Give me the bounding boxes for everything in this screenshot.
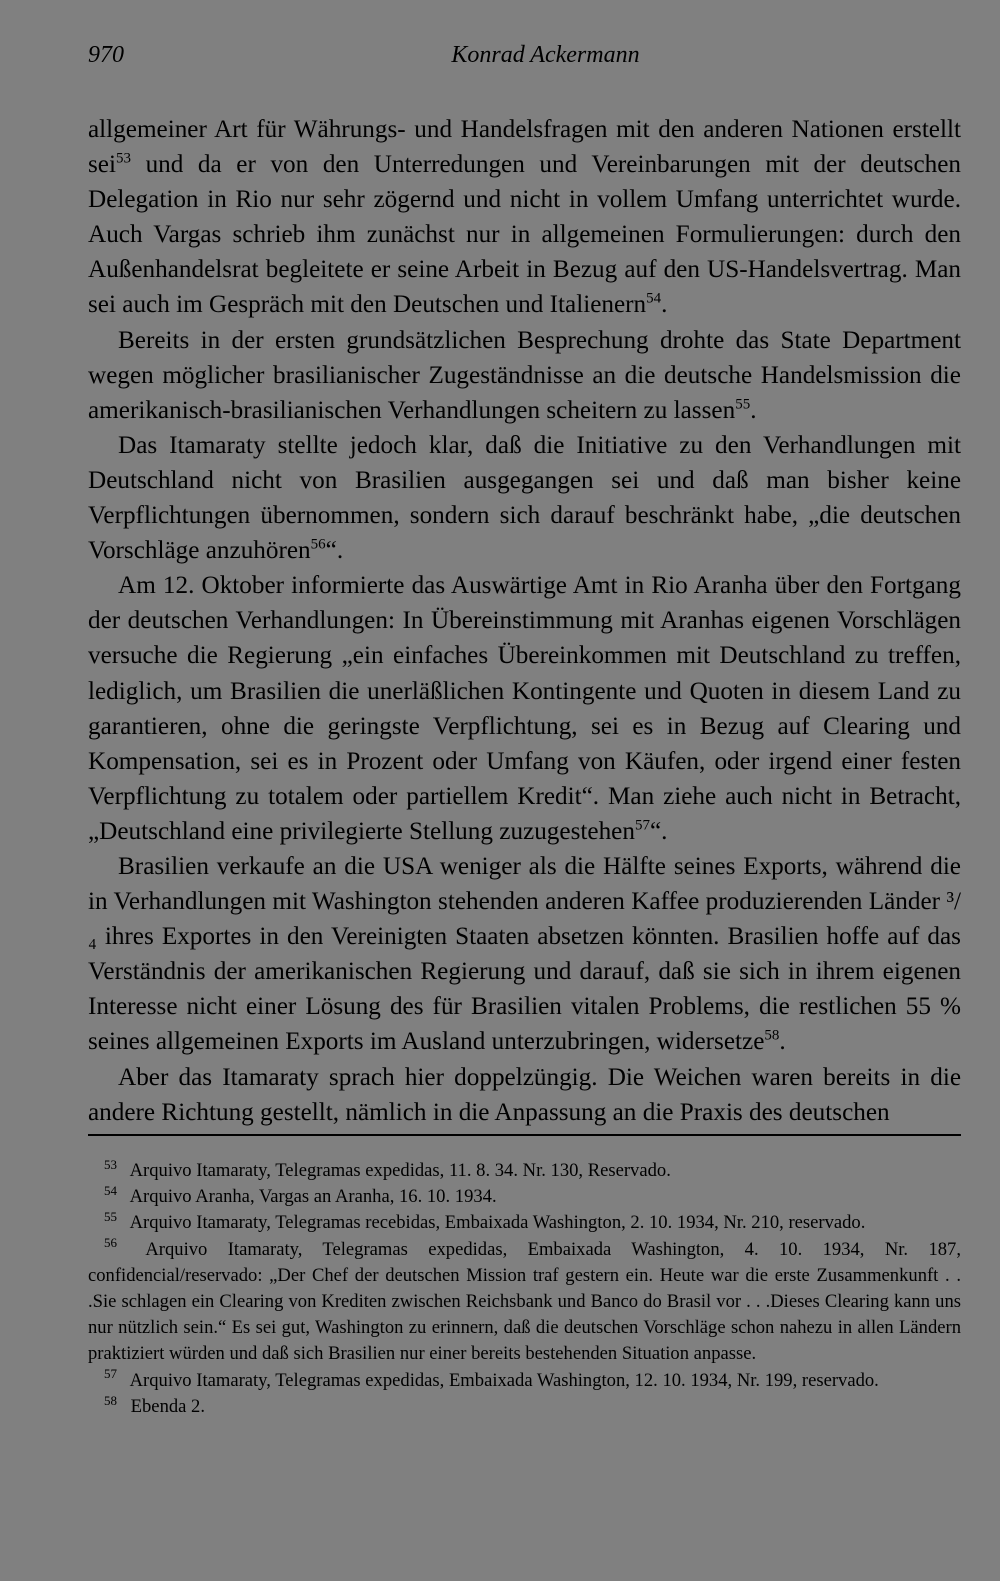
paragraph-text: “. [325, 537, 344, 565]
footnote-text: Arquivo Aranha, Vargas an Aranha, 16. 10. 1934. [129, 1186, 497, 1208]
paragraph-1 [88, 112, 961, 323]
footnote-text: Ebenda 2. [130, 1395, 206, 1417]
footnote-text: Arquivo Itamaraty, Telegramas expedidas, 11. 8. 34. Nr. 130, Reservado. [129, 1160, 671, 1181]
footnote-text: Arquivo Itamaraty, Telegramas recebidas, Embaixada Washington, 2. 10. 1934, Nr. 210, reservado. [129, 1212, 866, 1234]
running-head: Konrad Ackermann [451, 42, 640, 68]
paragraph-text: Aber das Itamaraty sprach hier doppelzüngig. Die Weichen waren bereits in die andere Richtung gestellt, nämlich in die Anpassung an die Praxis des deutschen [88, 1063, 961, 1126]
footnote-57: 57 Arquivo Itamaraty, Telegramas expedidas, Embaixada Washington, 12. 10. 1934, Nr. 199, reservado. [104, 1366, 879, 1391]
page-number: 970 [88, 42, 124, 68]
footnote-54: 54 Arquivo Aranha, Vargas an Aranha, 16. 10. 1934. [104, 1183, 497, 1208]
paragraph-text: Am 12. Oktober informierte das Auswärtige Amt in Rio Aranha über den Fortgang der deutschen Verhandlungen: In Übereinstimmung mit Aranhas eigenen Vorschlägen versuche die Regierung „ein einfaches Übereinkommen mit Deutschland zu treffen, lediglich, um Brasilien die unerläßlichen Kontingente und Quoten in diesem Land zu garantieren, ohne die geringste Verpflichtung, sei es in Bezug auf Clearing und Kompensation, sei es in Prozent oder Umfang von Käufen, oder irgend einer festen Verpflichtung zu totalem oder partiellem Kredit“. Man ziehe auch nicht in Betracht, „Deutschland eine privilegierte Stellung zuzugestehen [88, 572, 961, 845]
footnotes [88, 1158, 961, 1420]
paragraph-text: und da er von den Unterredungen und Vereinbarungen mit der deutschen Delegation in Rio nur sehr zögernd und nicht in vollem Umfang unterrichtet wurde. Auch Vargas schrieb ihm zunächst nur in allgemeinen Formulierungen: durch den Außenhandelsrat begleitete er seine Arbeit in Bezug auf den US-Handelsvertrag. Man sei auch im Gespräch mit den Deutschen und Italienern [88, 151, 961, 319]
footnote-53: 53 Arquivo Itamaraty, Telegramas expedidas, 11. 8. 34. Nr. 130, Reservado. [104, 1156, 671, 1181]
footnote-ref-54: 54 [646, 291, 662, 308]
footnote-text: Arquivo Itamaraty, Telegramas expedidas, Embaixada Washington, 12. 10. 1934, Nr. 199, reservado. [129, 1369, 879, 1391]
body-text [88, 112, 961, 1130]
footnote-55: 55 Arquivo Itamaraty, Telegramas recebidas, Embaixada Washington, 2. 10. 1934, Nr. 210, reservado. [104, 1209, 866, 1234]
footnote-ref-58: 58 [764, 1028, 780, 1045]
footnote-ref-53: 53 [115, 150, 131, 167]
paragraph-text: Bereits in der ersten grundsätzlichen Besprechung drohte das State Department wegen möglicher brasilianischer Zugeständnisse an die deutsche Handelsmission die amerikanisch-brasilianischen Verhandlungen scheitern zu lassen [88, 326, 961, 424]
paragraph-text: allgemeiner Art für Währungs- und Handelsfragen mit den anderen Nationen erstellt sei [88, 116, 961, 179]
footnote-separator [88, 1134, 961, 1136]
footnote-text: Arquivo Itamaraty, Telegramas expedidas, Embaixada Washington, 4. 10. 1934, Nr. 187, confidencial/reservado: „Der Chef der deutschen Mission traf gestern ein. Heute war die erste Zusammenkunft . . .Sie schlagen ein Clearing von Krediten zwischen Reichsbank und Banco do Brasil vor . . .Dieses Clearing kann uns nur nützlich sein.“ Es sei gut, Washington zu erinnern, daß die deutschen Vorschläge schon nahezu in allen Ländern praktiziert würden und daß sich Brasilien nur einer bereits bestehenden Situation anpasse. [88, 1238, 961, 1365]
footnote-ref-56: 56 [310, 536, 326, 553]
paragraph-2 [88, 323, 961, 428]
paragraph-3 [88, 428, 961, 568]
paragraph-text: “. [649, 817, 668, 845]
paragraph-text: Das Itamaraty stellte jedoch klar, daß die Initiative zu den Verhandlungen mit Deutschland nicht von Brasilien ausgegangen sei und daß man bisher keine Verpflichtungen übernommen, sondern sich darauf beschränkt habe, „die deutschen Vorschläge anzuhören [88, 431, 961, 565]
footnote-56: 56 Arquivo Itamaraty, Telegramas expedidas, Embaixada Washington, 4. 10. 1934, Nr. 187, confidencial/reservado: „Der Chef der deutschen Mission traf gestern ein. Heute war die erste Zusammenkunft . . .Sie schlagen ein Clearing von Krediten zwischen Reichsbank und Banco do Brasil vor . . .Dieses Clearing kann uns nur nützlich sein.“ Es sei gut, Washington zu erinnern, daß die deutschen Vorschläge schon nahezu in allen Ländern praktiziert würden und daß sich Brasilien nur einer bereits bestehenden Situation anpasse. [88, 1235, 961, 1365]
paragraph-text: Brasilien verkaufe an die USA weniger als die Hälfte seines Exports, während die in Verhandlungen mit Washington stehenden anderen Kaffee produzierenden Länder ³/₄ ihres Exportes in den Vereinigten Staaten absetzen könnten. Brasilien hoffe auf das Verständnis der amerikanischen Regierung und darauf, daß sie sich in ihrem eigenen Interesse nicht einer Lösung des für Brasilien vitalen Problems, die restlichen 55 % seines allgemeinen Exports im Ausland unterzubringen, widersetze [88, 852, 961, 1056]
paragraph-4 [88, 568, 961, 849]
paragraph-text: . [750, 396, 757, 424]
paragraph-text: . [779, 1028, 786, 1056]
paragraph-6 [88, 1060, 961, 1130]
footnote-ref-57: 57 [634, 817, 650, 834]
page-header [88, 42, 963, 82]
paragraph-text: . [661, 291, 668, 319]
footnote-58: 58 Ebenda 2. [104, 1392, 206, 1417]
paragraph-5 [88, 849, 961, 1060]
footnote-ref-55: 55 [735, 396, 751, 413]
